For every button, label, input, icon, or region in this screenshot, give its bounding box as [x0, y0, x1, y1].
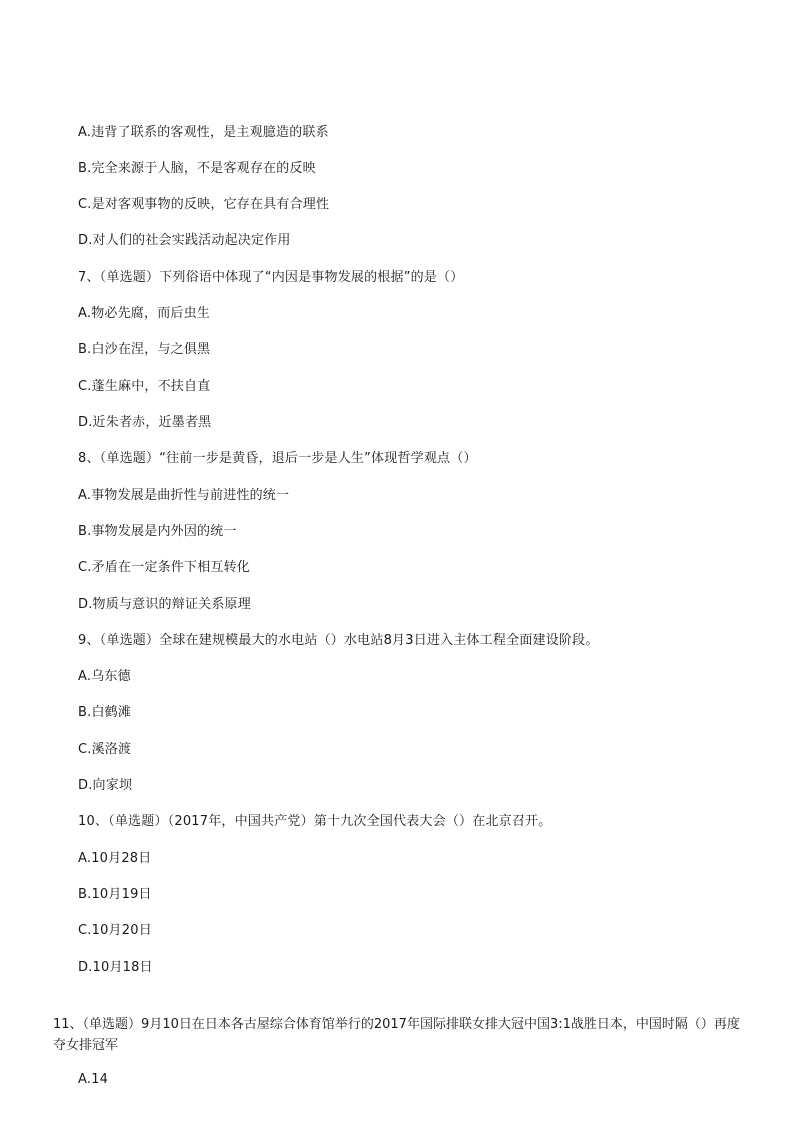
- q11-question: 11、（单选题）9月10日在日本各古屋综合体育馆举行的2017年国际排联女排大冠中国3:1战胜日本，中国时隔（）再度夺女排冠军: [53, 1017, 740, 1053]
- q10-option-d: D.10月18日: [78, 960, 153, 975]
- q9-question: 9、（单选题）全球在建规模最大的水电站（）水电站8月3日进入主体工程全面建设阶段。: [78, 633, 599, 648]
- q9-option-d: D.向家坝: [78, 778, 133, 793]
- q7-question: 7、（单选题）下列俗语中体现了“内因是事物发展的根据”的是（）: [78, 270, 464, 285]
- q9-option-c: C.溪洛渡: [78, 742, 132, 757]
- q11-option-a: A.14: [78, 1072, 109, 1087]
- q8-question: 8、（单选题）“往前一步是黄昏，退后一步是人生”体现哲学观点（）: [78, 451, 477, 466]
- q6-option-d: D.对人们的社会实践活动起决定作用: [78, 233, 291, 248]
- q8-option-c: C.矛盾在一定条件下相互转化: [78, 560, 251, 575]
- q10-option-b: B.10月19日: [78, 887, 152, 902]
- q9-option-b: B.白鹤滩: [78, 705, 132, 720]
- q8-option-d: D.物质与意识的辩证关系原理: [78, 597, 251, 612]
- q7-option-b: B.白沙在涅，与之俱黑: [78, 342, 211, 357]
- q7-option-d: D.近朱者赤，近墨者黑: [78, 415, 212, 430]
- q6-option-b: B.完全来源于人脑，不是客观存在的反映: [78, 161, 316, 176]
- q7-option-a: A.物必先腐，而后虫生: [78, 306, 210, 321]
- q7-option-c: C.蓬生麻中，不扶自直: [78, 379, 211, 394]
- q9-option-a: A.乌东德: [78, 669, 131, 684]
- q8-option-b: B.事物发展是内外因的统一: [78, 524, 237, 539]
- q8-option-a: A.事物发展是曲折性与前进性的统一: [78, 488, 290, 503]
- q6-option-a: A.违背了联系的客观性，是主观臆造的联系: [78, 125, 329, 140]
- q10-option-c: C.10月20日: [78, 923, 152, 938]
- q10-option-a: A.10月28日: [78, 851, 152, 866]
- q10-question: 10、（单选题）（2017年，中国共产党）第十九次全国代表大会（）在北京召开。: [78, 814, 552, 829]
- q6-option-c: C.是对客观事物的反映，它存在具有合理性: [78, 197, 330, 212]
